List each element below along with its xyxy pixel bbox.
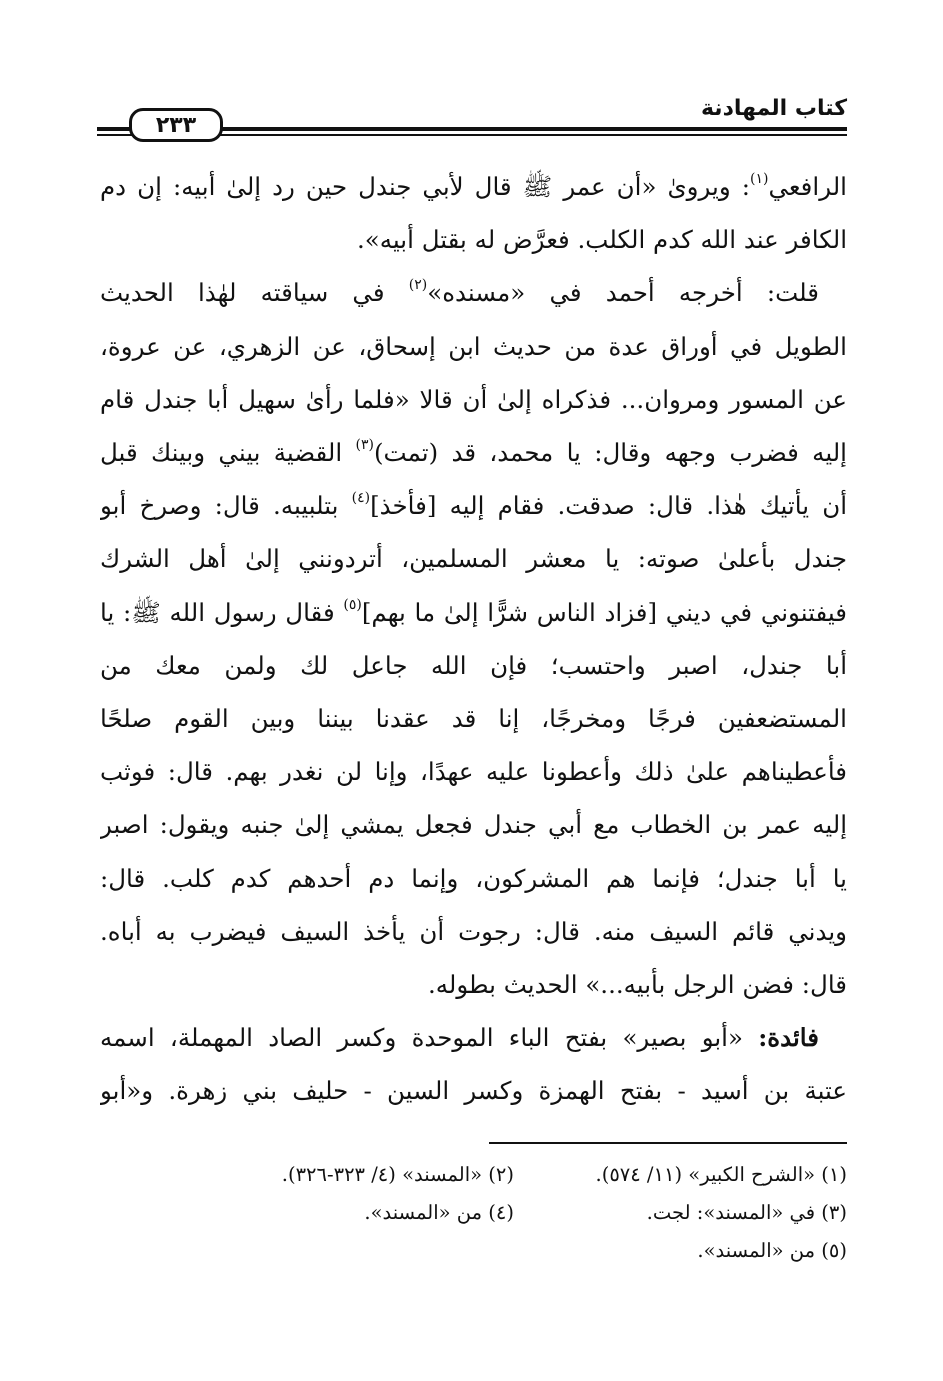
page-header: [97, 96, 847, 142]
footnote-1: (١) «الشرح الكبير» (١١/ ٥٧٤).: [595, 1163, 847, 1186]
footnote-ref: (٤): [351, 490, 371, 507]
footnote-4: (٤) من «المسند».: [364, 1201, 514, 1224]
text-line: قال: فضن الرجل بأبيه...» الحديث بطوله.: [427, 970, 847, 1000]
text-line: ويدني قائم السيف منه. قال: رجوت أن يأخذ السيف فيضرب به أباه.: [100, 916, 847, 946]
text-line: عتبة بن أسيد - بفتح الهمزة وكسر السين - حليف بني زهرة. و«أبو: [100, 1076, 847, 1106]
text-line: فأعطيناهم علىٰ ذلك وأعطونا عليه عهدًا، وإنا لن نغدر بهم. قال: فوثب: [100, 757, 847, 787]
text-line: المستضعفين فرجًا ومخرجًا، إنا قد عقدنا بيننا وبين القوم صلحًا: [100, 704, 847, 734]
text-line: يا أبا جندل؛ فإنما هم المشركون، وإنما دم أحدهم كدم كلب. قال:: [100, 863, 847, 893]
benefit-label: فائدة:: [758, 1023, 819, 1053]
page-number: ٢٣٣: [129, 108, 223, 142]
text-line: إليه فضرب وجهه وقال: يا محمد، قد (تمت)$^{(٣)}$ القضية بيني وبينك قبل: [100, 437, 847, 468]
footnote-ref: (١): [749, 171, 769, 187]
footnote-row: [180, 1194, 847, 1232]
text-line: الكافر عند الله كدم الكلب. فعرَّض له بقتل أبيه».: [357, 225, 847, 255]
text-line: الطويل في أوراق عدة من حديث ابن إسحاق، عن الزهري، عن عروة،: [100, 331, 847, 361]
main-text: [100, 160, 847, 1118]
footnote-2: (٢) «المسند» (٤/ ٣٢٣-٣٢٦).: [281, 1163, 514, 1186]
footnote-ref: (٣): [355, 437, 374, 454]
text-line: أبا جندل، اصبر واحتسب؛ فإن الله جاعل لك ولمن معك من: [100, 650, 847, 680]
footnote-row: [180, 1156, 847, 1194]
footnotes: [180, 1156, 847, 1270]
text-line: فيفتنوني في ديني [فزاد الناس شرًّا إلىٰ ما بهم]$^{(٥)}$ فقال رسول الله ﷺ: يا: [100, 596, 847, 627]
text-line: إليه عمر بن الخطاب مع أبي جندل فجعل يمشي إلىٰ جنبه ويقول: اصبر: [100, 810, 847, 840]
footnote-5: (٥) من «المسند».: [697, 1239, 847, 1262]
footnote-separator: [489, 1142, 847, 1144]
footnote-row: [180, 1232, 847, 1270]
text-line: جندل بأعلىٰ صوته: يا معشر المسلمين، أتردونني إلىٰ أهل الشرك: [100, 544, 847, 574]
text-line: الرافعي$^{(١)}$: ويروىٰ «أن عمر ﷺ قال لأبي جندل حين رد إلىٰ أبيه: إن دم: [100, 171, 847, 201]
text-line: عن المسور ومروان... فذكراه إلىٰ أن قالا «فلما رأىٰ سهيل أبا جندل قام: [100, 384, 847, 414]
text-line: قلت: أخرجه أحمد في «مسنده»$^{(٢)}$ في سياقته لهٰذا الحديث: [100, 277, 819, 308]
footnote-ref: (٢): [408, 277, 428, 294]
text-line: فائدة: «أبو بصير» بفتح الباء الموحدة وكسر الصاد المهملة، اسمه: [100, 1023, 819, 1053]
footnote-ref: (٥): [343, 596, 362, 613]
chapter-title: كتاب المهادنة: [700, 96, 847, 121]
footnote-3: (٣) في «المسند»: لجت.: [646, 1201, 847, 1224]
text-line: أن يأتيك هٰذا. قال: صدقت. فقام إليه [فأخذ]$^{(٤)}$ بتلبيبه. قال: وصرخ أبو: [100, 490, 847, 521]
